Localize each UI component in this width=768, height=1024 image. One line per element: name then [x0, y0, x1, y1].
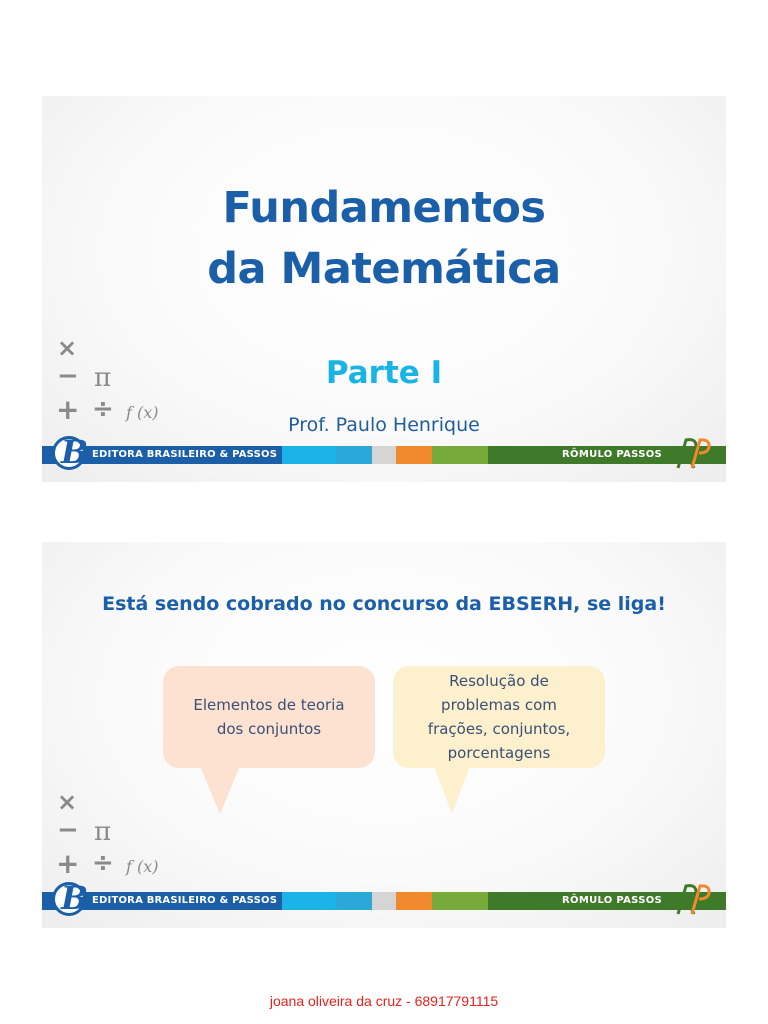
author-logo-icon	[674, 882, 712, 918]
footer-bar	[42, 433, 726, 471]
function-icon: f (x)	[126, 857, 159, 876]
author-logo-icon	[674, 436, 712, 472]
slide-title	[42, 178, 726, 300]
pi-icon: π	[94, 363, 112, 393]
speech-bubble-tail-right	[434, 766, 470, 814]
plus-icon: +	[56, 847, 80, 880]
slide-heading: Está sendo cobrado no concurso da EBSERH, se liga!	[102, 593, 666, 615]
function-icon: f (x)	[126, 403, 159, 422]
footer-segment-gray	[372, 892, 396, 910]
footer-segment-orange	[396, 446, 432, 464]
footer-segment-cyan	[282, 446, 336, 464]
watermark-text: joana oliveira da cruz - 68917791115	[269, 993, 499, 1009]
title-line-1: Fundamentos	[222, 183, 546, 233]
footer-segment-cyan	[282, 892, 336, 910]
content-slide	[42, 542, 726, 928]
plus-icon: +	[56, 393, 80, 426]
title-slide	[42, 96, 726, 482]
author-name: RÔMULO PASSOS	[562, 895, 662, 906]
publisher-logo-letter-icon: B	[61, 879, 89, 917]
bubble-left-line-2: dos conjuntos	[216, 720, 322, 738]
bubble-right-line-3: frações, conjuntos,	[427, 720, 571, 738]
speech-bubble-sets	[163, 666, 375, 768]
bubble-right-line-1: Resolução de	[449, 672, 549, 690]
footer-segment-teal	[336, 446, 372, 464]
part-label: Parte I	[325, 355, 443, 391]
footer-segment-light-green	[432, 892, 488, 910]
divide-icon: ÷	[92, 394, 114, 424]
speech-bubble-problems	[393, 666, 605, 768]
bubble-right-line-2: problemas com	[441, 696, 557, 714]
minus-icon: −	[57, 361, 79, 391]
publisher-name: EDITORA BRASILEIRO & PASSOS	[92, 449, 278, 460]
professor-name: Prof. Paulo Henrique	[288, 414, 480, 436]
bubble-left-line-1: Elementos de teoria	[193, 696, 345, 714]
publisher-name: EDITORA BRASILEIRO & PASSOS	[92, 895, 278, 906]
speech-bubble-tail-left	[200, 766, 240, 814]
divide-icon: ÷	[92, 848, 114, 878]
title-line-2: da Matemática	[207, 244, 561, 294]
minus-icon: −	[57, 815, 79, 845]
footer-segment-light-green	[432, 446, 488, 464]
pi-icon: π	[94, 817, 112, 847]
footer-segment-orange	[396, 892, 432, 910]
footer-bar	[42, 879, 726, 917]
times-icon: ×	[57, 334, 78, 362]
publisher-logo-letter-icon: B	[61, 433, 89, 471]
author-name: RÔMULO PASSOS	[562, 449, 662, 460]
bubble-right-line-4: porcentagens	[447, 744, 551, 762]
times-icon: ×	[57, 788, 78, 816]
footer-segment-teal	[336, 892, 372, 910]
footer-segment-gray	[372, 446, 396, 464]
